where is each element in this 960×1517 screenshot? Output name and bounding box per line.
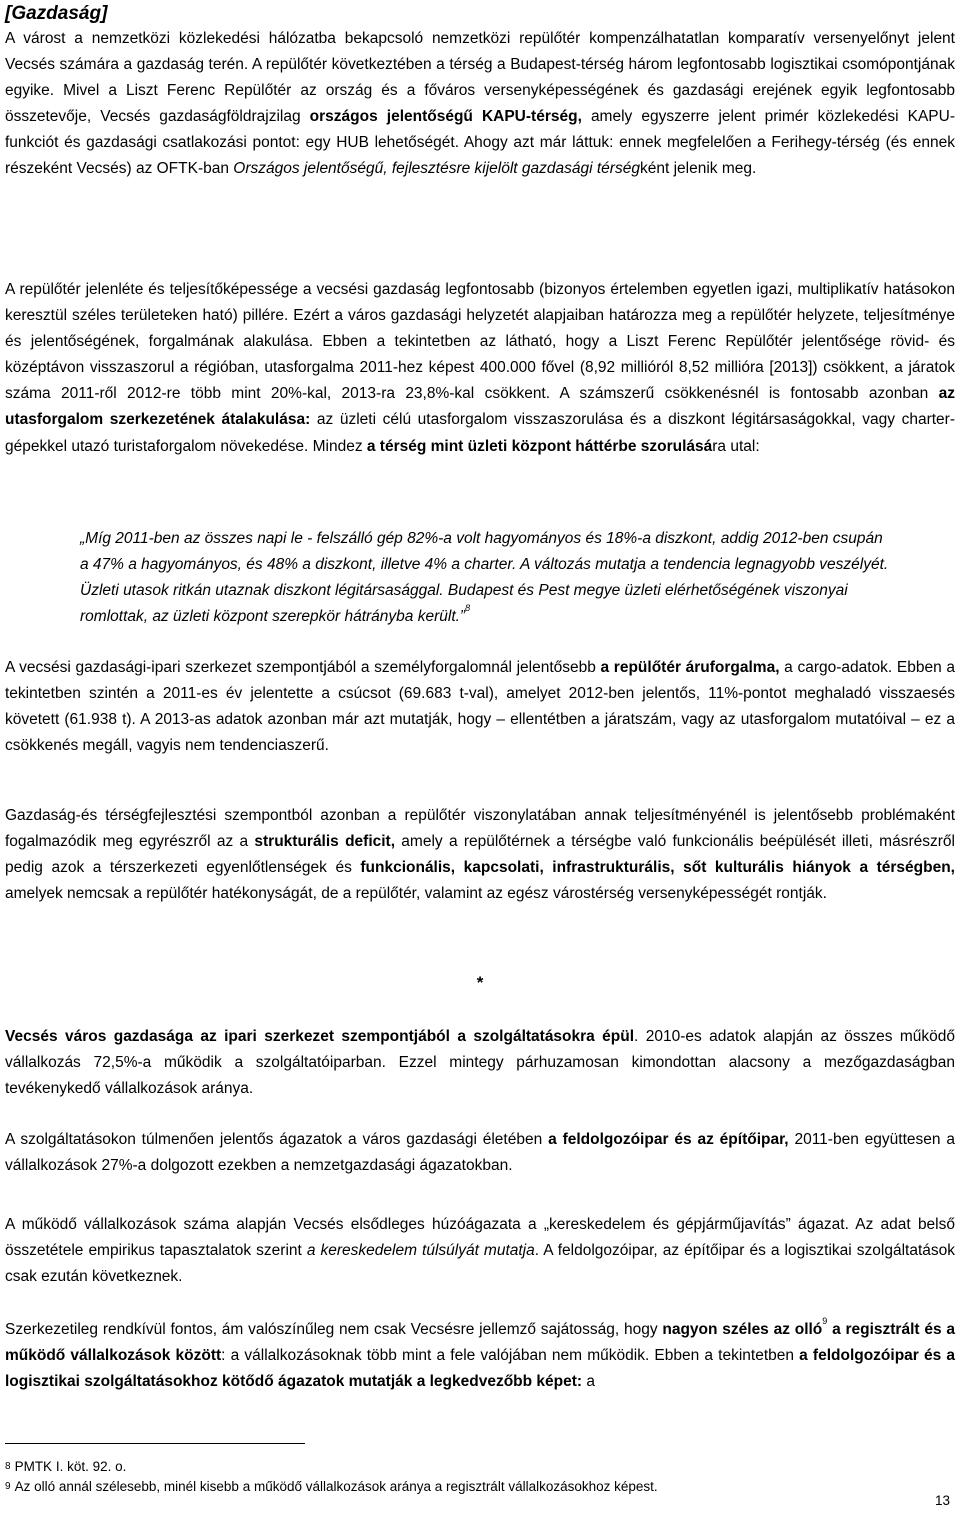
paragraph-registered-vs-active [5, 1317, 955, 1395]
paragraph-services [5, 1024, 955, 1102]
text-run: amely egyszerre jelent primér közlekedési KAPU-funkciót és gazdasági csatlakozási pontot: egy HUB lehetőségét. Ahogy azt már láttuk: ennek megfelelően a Ferihegy-térség (és ennek részeként Vecsés) az OFTK-ban [5, 108, 955, 178]
bold-run: a feldolgozóipar és az építőipar, [548, 1131, 789, 1148]
text-run: a [582, 1373, 596, 1391]
bold-run: a feldolgozóipar és a logisztikai szolgáltatásokhoz kötődő ágazatok mutatják a legkedvezőbb képet: [5, 1347, 955, 1391]
text-run: 2011-ben együttesen a vállalkozások 27%-a dolgozott ezekben a nemzetgazdasági ágazatokban. [5, 1131, 955, 1175]
quote-text: „Míg 2011-ben az összes napi le - felszálló gép 82%-a volt hagyományos és 18%-a diszkont, addig 2012-ben csupán a 47% a hagyományos, és 48% a diszkont, illetve 4% a charter. A változás mutatja a tendencia legnagyobb veszélyét. Üzleti utasok ritkán utaznak diszkont légitársasággal. Budapest és Pest megye üzleti elérhetőségének viszonyai romlottak, az üzleti központ szerepkör hátrányba került.” [80, 530, 889, 626]
text-run: : a vállalkozásoknak több mint a fele valójában nem működik. Ebben a tekintetben [221, 1347, 800, 1365]
text-run: A vecsési gazdasági-ipari szerkezet szempontjából a személyforgalomnál jelentősebb [5, 659, 601, 676]
text-run: A működő vállalkozások száma alapján Vecsés elsődleges húzóágazata a „kereskedelem és gépjárműjavítás” ágazat. Az adat belső összetétele empirikus tapasztalatok szerint [5, 1216, 955, 1260]
text-run: A repülőtér jelenléte és teljesítőképessége a vecsési gazdaság legfontosabb (bizonyos értelemben egyetlen igazi, multiplikatív hatásokon keresztül széles területeken ható) pillére. Ezért a város gazdasági helyzetét alapjaiban határozza meg a repülőtér helyzete, teljesítménye és jelentőségének, forgalmának alakulása. Ebben a tekintetben az látható, hogy a Liszt Ferenc Repülőtér jelentősége rövid- és középtávon visszaszorul a régióban, utasforgalma 2011-hez képest 400.000 fővel (8,92 millióról 8,52 millióra [2013]) csökkent, a járatok száma 2011-ről 2012-re több mint 20%-kal, 2013-ra 23,8%-kal csökkent. A számszerű csökkenésnél is fontosabb azonban [5, 281, 955, 403]
footnote-number: 8 [5, 1461, 11, 1472]
text-run: Szerkezetileg rendkívül fontos, ám valószínűleg nem csak Vecsésre jellemző sajátosság, hogy [5, 1321, 663, 1338]
text-run: amely a repülőtérnek a térségbe való funkcionális beépülését illeti, másrészről pedig azok a térszerkezeti egyenlőtlenségek és [5, 833, 955, 877]
bold-run: a regisztrált és a működő vállalkozások között [5, 1321, 955, 1365]
section-heading: [Gazdaság] [5, 3, 108, 24]
block-quote [80, 526, 890, 630]
bold-run: nagyon széles az olló [662, 1321, 823, 1338]
bold-run: az utasforgalom szerkezetének átalakulása: [5, 385, 955, 429]
footnote-ref[interactable]: 9 [822, 1316, 828, 1326]
bold-run: a repülőtér áruforgalma, [600, 659, 780, 676]
text-run: . 2010-es adatok alapján az összes működő vállalkozás 72,5%-a működik a szolgáltatóiparban. Ezzel mintegy párhuzamosan kimondottan alacsony a mezőgazdaságban tevékenykedő vállalkozások aránya. [5, 1028, 955, 1098]
section-separator: * [476, 973, 484, 992]
paragraph-industry [5, 1127, 955, 1179]
bold-run: Vecsés város gazdasága az ipari szerkezet szempontjából a szolgáltatásokra épül [5, 1028, 635, 1045]
footnote-ref[interactable]: 8 [465, 603, 471, 614]
bold-run: funkcionális, kapcsolati, infrastrukturális, sőt kulturális hiányok a térségben, [360, 859, 955, 877]
paragraph-airport-gateway [5, 26, 955, 183]
italic-run: a kereskedelem túlsúlyát mutatja [306, 1242, 535, 1260]
text-run: . A feldolgozóipar, az építőipar és a logisztikai szolgáltatások csak ezután következnek. [5, 1242, 955, 1286]
paragraph-cargo [5, 655, 955, 759]
footnote-9 [5, 1478, 955, 1496]
bold-run: strukturális deficit, [254, 833, 396, 851]
text-run: A várost a nemzetközi közlekedési hálózatba bekapcsoló nemzetközi repülőtér kompenzálhatatlan komparatív versenyelőnyt jelent Vecsés számára a gazdaság terén. A repülőtér következtében a térség a Budapest-térség három legfontosabb logisztikai csomópontjának egyike. Mivel a Liszt Ferenc Repülőtér az ország és a főváros versenyképességének és gazdasági erejének egyik legfontosabb összetevője, Vecsés gazdaságföldrajzilag [5, 30, 955, 126]
text-run: ra utal: [712, 437, 760, 455]
bold-run: a térség mint üzleti központ háttérbe szorulásá [366, 437, 713, 455]
paragraph-structural-deficit [5, 803, 955, 907]
bold-run: országos jelentőségű KAPU-térség, [309, 108, 582, 126]
text-run: amelyek nemcsak a repülőtér hatékonyságát, de a repülőtér, valamint az egész várostérség versenyképességét rontják. [5, 885, 827, 903]
footnote-text: PMTK I. köt. 92. o. [14, 1459, 127, 1474]
footnote-number: 9 [5, 1481, 11, 1492]
italic-run: Országos jelentőségű, fejlesztésre kijelölt gazdasági térség [233, 160, 640, 178]
text-run: ként jelenik meg. [639, 160, 757, 178]
footnote-divider [5, 1443, 305, 1444]
paragraph-trade [5, 1212, 955, 1290]
text-run: az üzleti célú utasforgalom visszaszorulása és a diszkont légitársaságokkal, vagy charter-gépekkel utazó turistaforgalom növekedése. Mindez [5, 411, 955, 455]
footnote-8 [5, 1458, 955, 1476]
footnote-text: Az olló annál szélesebb, minél kisebb a működő vállalkozások aránya a regisztrált vállalkozásokhoz képest. [14, 1479, 658, 1494]
text-run: Gazdaság-és térségfejlesztési szempontból azonban a repülőtér viszonylatában annak teljesítményénél is jelentősebb problémaként fogalmazódik meg egyrészről az a [5, 807, 955, 851]
text-run: a cargo-adatok. Ebben a tekintetben szintén a 2011-es év jelentette a csúcsot (69.683 t-val), amelyet 2012-ben jelentős, 11%-pontot meghaladó visszaesés követett (61.938 t). A 2013-as adatok azonban már azt mutatják, hogy – ellentétben a járatszám, vagy az utasforgalom mutatóival – ez a csökkenés megáll, vagyis nem tendenciaszerű. [5, 659, 955, 755]
paragraph-airport-performance [5, 277, 955, 460]
page-number: 13 [934, 1493, 950, 1508]
text-run: A szolgáltatásokon túlmenően jelentős ágazatok a város gazdasági életében [5, 1131, 549, 1148]
